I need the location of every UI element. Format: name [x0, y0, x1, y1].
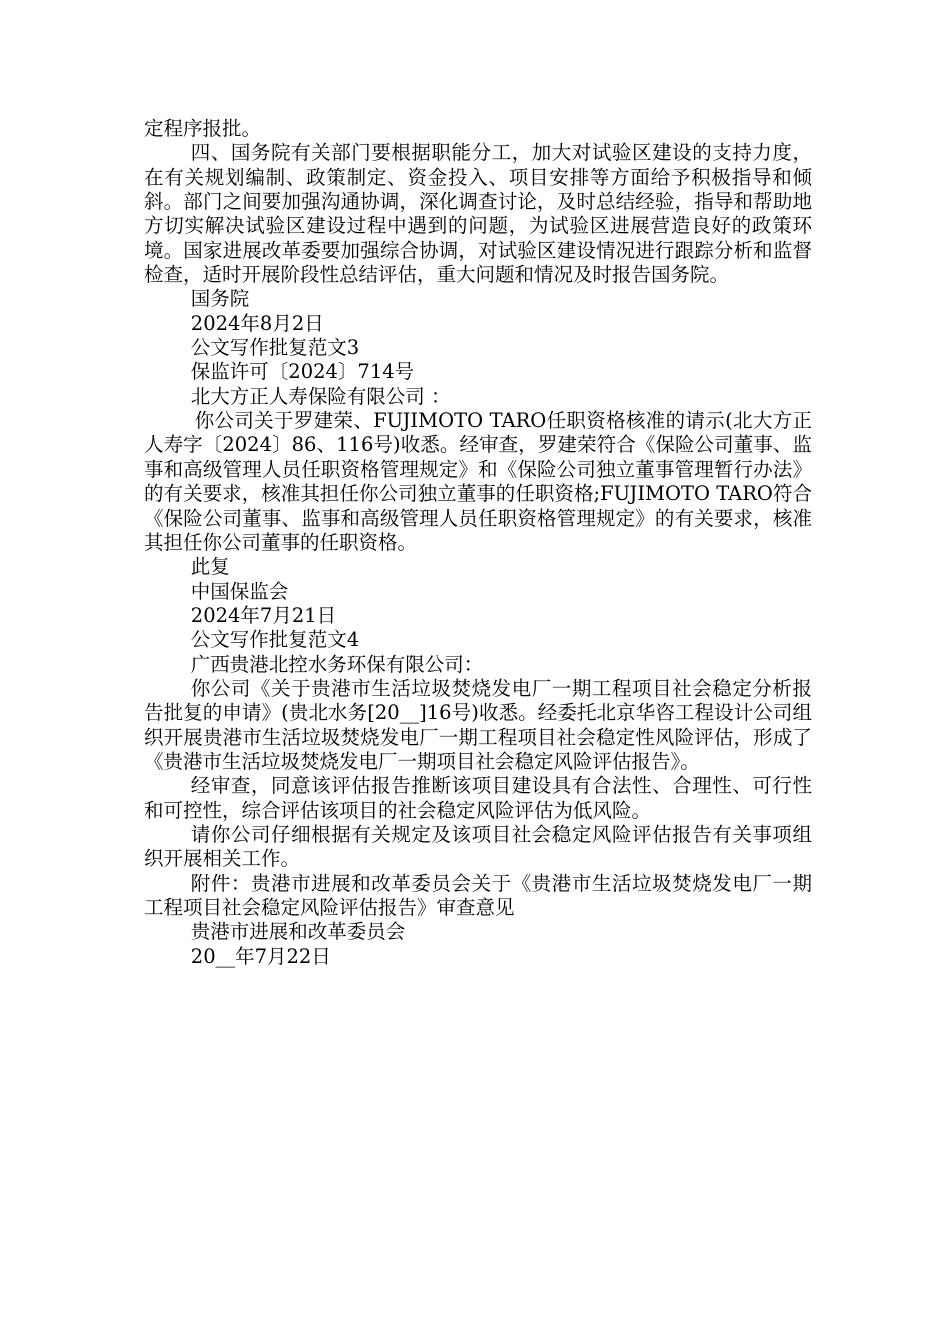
signature-issuer: 中国保监会 [190, 579, 289, 603]
paragraph-body: 请你公司仔细根据有关规定及该项目社会稳定风险评估报告有关事项组织开展相关工作。 [144, 822, 812, 871]
signature-date: 2024年8月2日 [190, 311, 324, 335]
section-heading: 公文写作批复范文3 [190, 336, 360, 360]
document-number: 保监许可〔2024〕714号 [190, 360, 415, 384]
closing-phrase: 此复 [190, 555, 230, 579]
addressee: 广西贵港北控水务环保有限公司： [190, 652, 484, 676]
signature-date: 20__年7月22日 [190, 944, 331, 968]
paragraph-body: 经审查，同意该评估报告推断该项目建设具有合法性、合理性、可行性和可控性，综合评估该项目的社会稳定风险评估为低风险。 [144, 774, 812, 822]
section-heading: 公文写作批复范文4 [190, 628, 360, 652]
attachment-note: 附件：贵港市进展和改革委员会关于《贵港市生活垃圾焚烧发电厂一期工程项目社会稳定风险评估报告》审查意见 [144, 871, 812, 919]
signature-issuer: 国务院 [190, 287, 250, 311]
document-body [144, 117, 812, 969]
paragraph-item-four: 四、国务院有关部门要根据职能分工，加大对试验区建设的支持力度，在有关规划编制、政策制定、资金投入、项目安排等方面给予积极指导和倾斜。部门之间要加强沟通协调，深化调查讨论，及时总结经验，指导和帮助地方切实解决试验区建设过程中遇到的问题，为试验区进展营造良好的政策环境。国家进展改革委要加强综合协调，对试验区建设情况进行跟踪分析和监督检查，适时开展阶段性总结评估，重大问题和情况及时报告国务院。 [144, 141, 812, 287]
paragraph-body: 你公司关于罗建荣、FUJIMOTO TARO任职资格核准的请示(北大方正人寿字〔2024〕86、116号)收悉。经审查，罗建荣符合《保险公司董事、监事和高级管理人员任职资格管理规定》和《保险公司独立董事管理暂行办法》的有关要求，核准其担任你公司独立董事的任职资格;FUJIMOTO TARO符合《保险公司董事、监事和高级管理人员任职资格管理规定》的有关要求，核准其担任你公司董事的任职资格。 [144, 409, 812, 554]
addressee: 北大方正人寿保险有限公司 ： [190, 384, 451, 408]
signature-date: 2024年7月21日 [190, 603, 337, 627]
paragraph-continuation: 定程序报批。 [144, 117, 262, 140]
signature-issuer: 贵港市进展和改革委员会 [190, 920, 406, 944]
paragraph-body: 你公司《关于贵港市生活垃圾焚烧发电厂一期工程项目社会稳定分析报告批复的申请》(贵北水务[20__]16号)收悉。经委托北京华咨工程设计公司组织开展贵港市生活垃圾焚烧发电厂一期工程项目社会稳定性风险评估，形成了《贵港市生活垃圾焚烧发电厂一期项目社会稳定风险评估报告》。 [144, 676, 812, 773]
